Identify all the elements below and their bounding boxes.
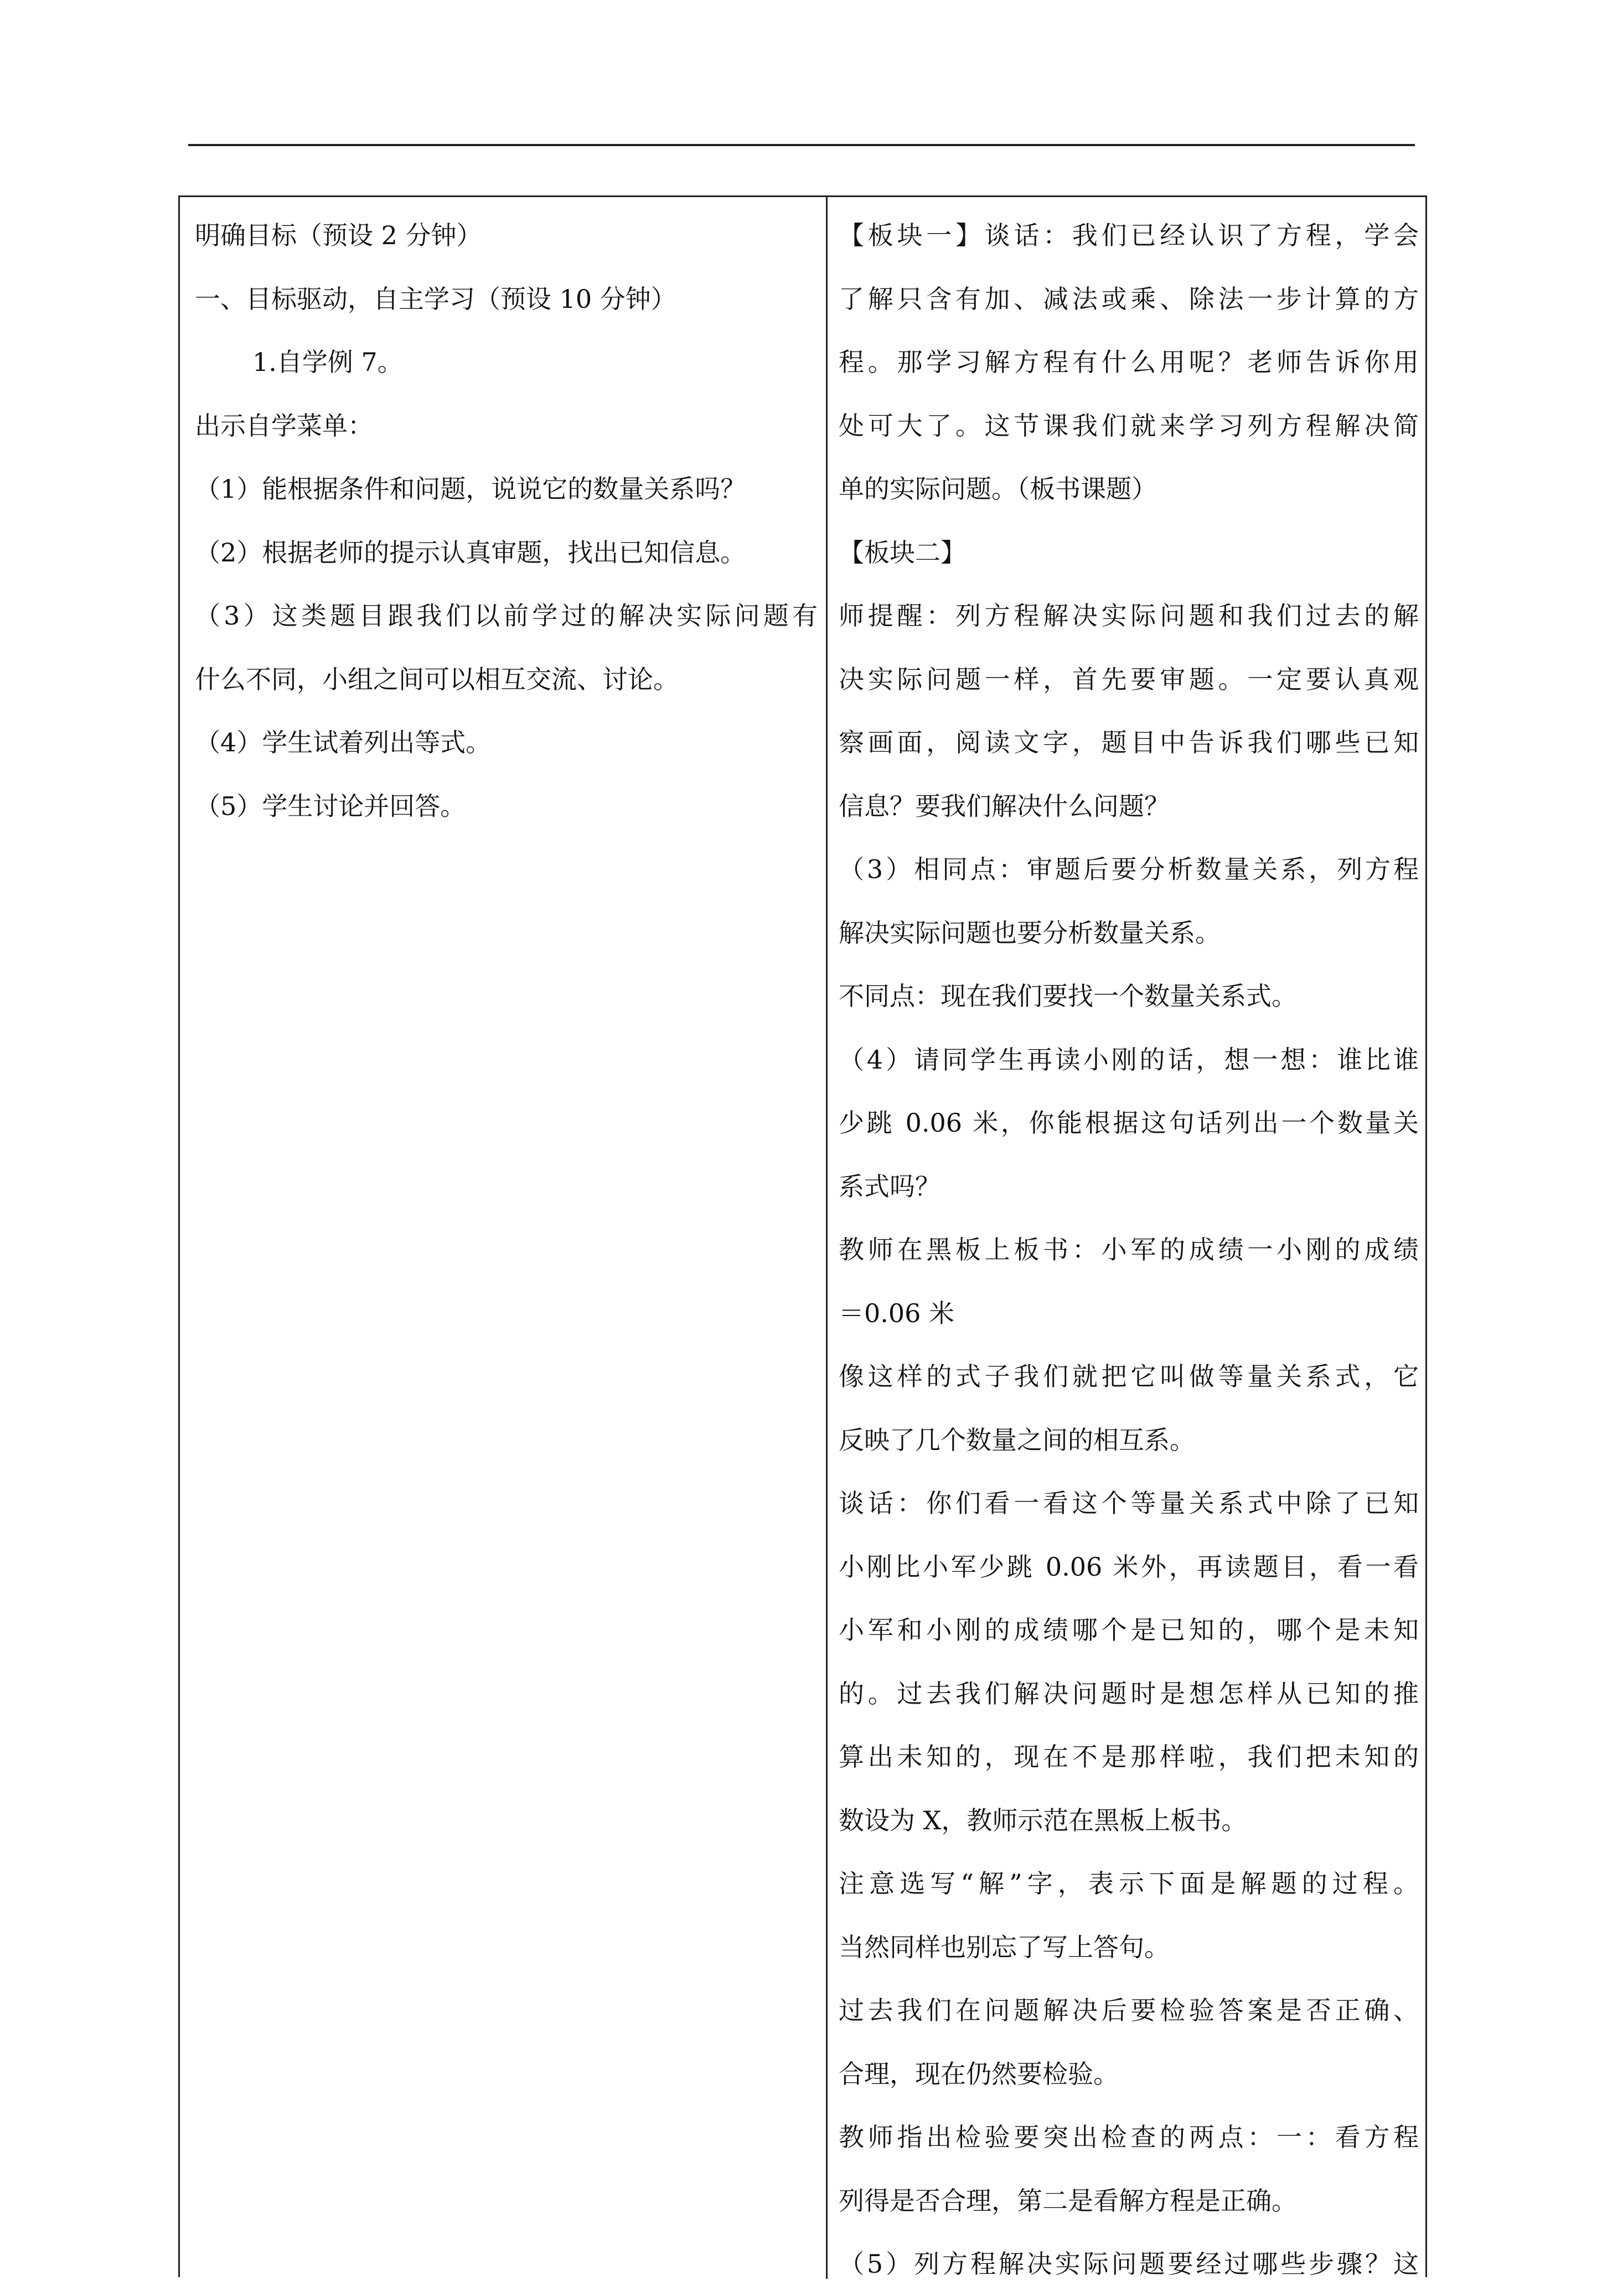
left-line: 1.自学例 7。 [252, 347, 403, 377]
right-line: 数设为 X，教师示范在黑板上板书。 [839, 1805, 1247, 1835]
right-line: 【板块二】 [839, 537, 966, 567]
student-activity-column [195, 204, 818, 838]
right-line: 不同点：现在我们要找一个数量关系式。 [839, 981, 1297, 1011]
left-line: （5）学生讨论并回答。 [195, 791, 466, 821]
right-line: 列得是否合理，第二是看解方程是正确。 [839, 2185, 1297, 2216]
right-line: 教师在黑板上板书：小军的成绩一小刚的成绩 [839, 1235, 1419, 1265]
right-line: 反映了几个数量之间的相互系。 [839, 1425, 1195, 1455]
right-line: 教师指出检验要突出检查的两点：一：看方程 [839, 2122, 1419, 2152]
right-line: 小刚比小军少跳 0.06 米外，再读题目，看一看 [839, 1551, 1419, 1582]
left-line: （2）根据老师的提示认真审题，找出已知信息。 [195, 537, 746, 567]
right-line: 谈话：你们看一看这个等量关系式中除了已知 [839, 1488, 1419, 1518]
right-line: 师提醒：列方程解决实际问题和我们过去的解 [839, 601, 1419, 631]
right-line: 解决实际问题也要分析数量关系。 [839, 917, 1221, 948]
right-line: 合理，现在仍然要检验。 [839, 2058, 1119, 2089]
right-line: 过去我们在问题解决后要检验答案是否正确、 [839, 1995, 1419, 2025]
left-line: 出示自学菜单： [195, 410, 373, 441]
left-line: 明确目标（预设 2 分钟） [195, 220, 482, 250]
right-line: 系式吗？ [839, 1171, 940, 1201]
column-divider [826, 197, 828, 2279]
right-line: （5）列方程解决实际问题要经过哪些步骤？这 [839, 2249, 1419, 2279]
left-line: 一、目标驱动，自主学习（预设 10 分钟） [195, 283, 676, 314]
right-line: 像这样的式子我们就把它叫做等量关系式，它 [839, 1361, 1419, 1391]
right-line: 单的实际问题。（板书课题） [839, 474, 1157, 504]
right-line: 察画面，阅读文字，题目中告诉我们哪些已知 [839, 728, 1419, 757]
right-line: ＝0.06 米 [839, 1298, 955, 1328]
right-line: 【板块一】谈话：我们已经认识了方程，学会 [839, 220, 1419, 250]
right-line: 注意选写“解”字，表示下面是解题的过程。 [839, 1869, 1419, 1898]
right-line: 当然同样也别忘了写上答句。 [839, 1932, 1170, 1962]
right-line: 的。过去我们解决问题时是想怎样从已知的推 [839, 1678, 1419, 1709]
right-line: 少跳 0.06 米，你能根据这句话列出一个数量关 [839, 1108, 1419, 1138]
right-line: 程。那学习解方程有什么用呢？老师告诉你用 [839, 347, 1419, 377]
right-line: 决实际问题一样，首先要审题。一定要认真观 [839, 664, 1419, 694]
left-line: 什么不同，小组之间可以相互交流、讨论。 [195, 664, 679, 694]
lesson-plan-table [178, 195, 1427, 2277]
left-line: （3）这类题目跟我们以前学过的解决实际问题有 [195, 601, 818, 631]
left-line: （1）能根据条件和问题，说说它的数量关系吗？ [195, 474, 746, 504]
right-line: （3）相同点：审题后要分析数量关系，列方程 [839, 854, 1419, 884]
right-line: （4）请同学生再读小刚的话，想一想：谁比谁 [839, 1044, 1419, 1075]
teacher-guidance-column [839, 204, 1419, 2296]
right-line: 了解只含有加、减法或乘、除法一步计算的方 [839, 283, 1419, 314]
left-line: （4）学生试着列出等式。 [195, 728, 492, 757]
right-line: 算出未知的，现在不是那样啦，我们把未知的 [839, 1742, 1419, 1772]
right-line: 处可大了。这节课我们就来学习列方程解决简 [839, 410, 1419, 441]
header-rule [188, 144, 1415, 146]
right-line: 信息？要我们解决什么问题？ [839, 791, 1170, 821]
right-line: 小军和小刚的成绩哪个是已知的，哪个是未知 [839, 1615, 1419, 1645]
